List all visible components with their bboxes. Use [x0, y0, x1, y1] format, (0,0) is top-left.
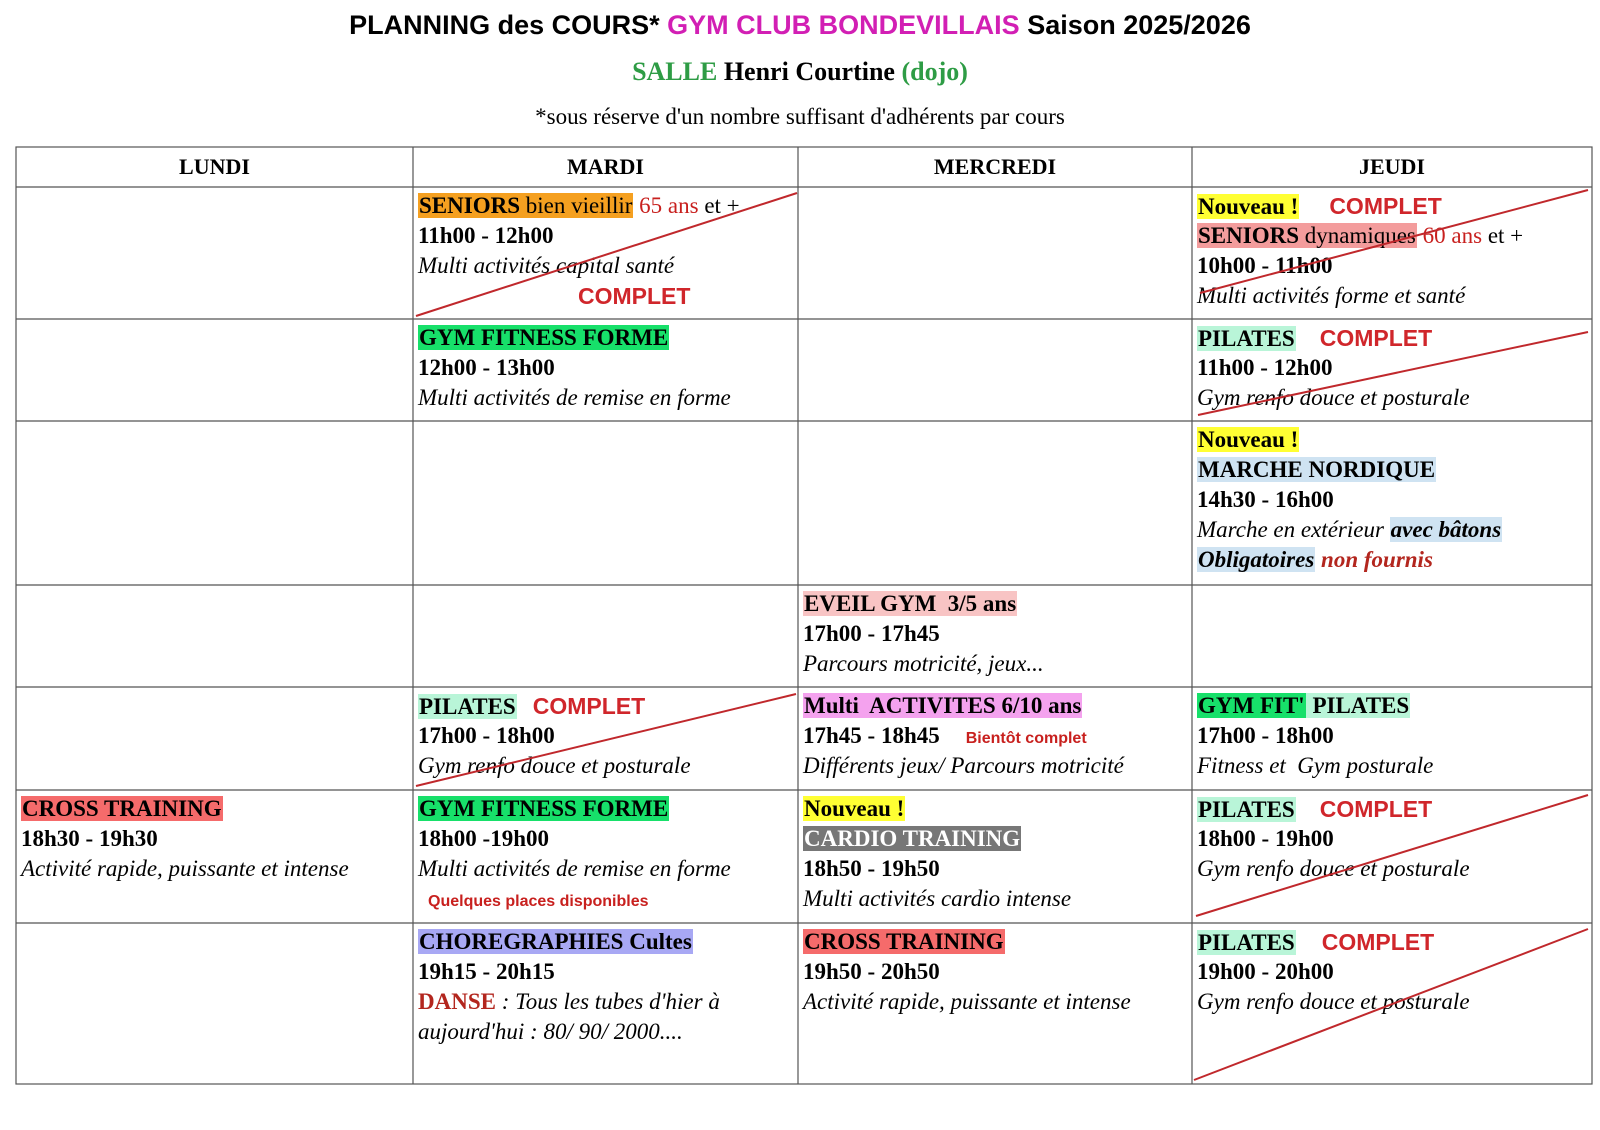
course-desc: Multi activités de remise en forme — [418, 385, 731, 410]
jeudi-pilates-matin — [1192, 319, 1592, 413]
course-time: 17h00 - 18h00 — [1197, 723, 1334, 748]
course-time: 18h50 - 19h50 — [803, 856, 940, 881]
reserve-note: *sous réserve d'un nombre suffisant d'adhérents par cours — [535, 104, 1065, 129]
header-lundi: LUNDI — [179, 154, 250, 179]
course-time: 18h00 - 19h00 — [1197, 826, 1334, 851]
course-time: 18h00 -19h00 — [418, 826, 549, 851]
course-desc: : Tous les tubes d'hier à — [495, 989, 720, 1014]
complet-badge: COMPLET — [1329, 193, 1442, 219]
page-title — [0, 8, 1600, 42]
jeudi-marche-nordique — [1192, 421, 1592, 575]
course-name: Multi ACTIVITES 6/10 ans — [804, 693, 1082, 718]
course-time: 19h15 - 20h15 — [418, 959, 555, 984]
mercredi-multi-activites — [798, 687, 1192, 781]
course-desc: Différents jeux/ Parcours motricité — [803, 753, 1124, 778]
course-time: 11h00 - 12h00 — [1197, 355, 1333, 380]
jeudi-gym-fit-pilates — [1192, 687, 1592, 781]
course-time: 14h30 - 16h00 — [1197, 487, 1334, 512]
course-name: PILATES — [1198, 797, 1295, 822]
complet-badge: COMPLET — [1321, 929, 1435, 955]
header-mardi: MARDI — [567, 154, 644, 179]
course-desc: Activité rapide, puissante et intense — [803, 989, 1131, 1014]
course-age-plus: et + — [1482, 223, 1524, 248]
course-age: 65 ans — [633, 193, 699, 218]
course-desc-2: aujourd'hui : 80/ 90/ 2000.... — [418, 1019, 683, 1044]
salle-name: Henri Courtine — [723, 57, 902, 86]
salle-title — [0, 55, 1600, 89]
title-club: GYM CLUB BONDEVILLAIS — [667, 10, 1020, 40]
header-jeudi: JEUDI — [1358, 154, 1425, 179]
salle-word: SALLE — [632, 57, 724, 86]
course-desc: Activité rapide, puissante et intense — [21, 856, 349, 881]
course-desc: Fitness et Gym posturale — [1197, 753, 1434, 778]
course-desc: Multi activités capital santé — [418, 253, 675, 278]
mercredi-cardio-training — [798, 790, 1192, 914]
course-name: CARDIO TRAINING — [804, 826, 1021, 851]
course-name: GYM FITNESS FORME — [419, 325, 669, 350]
course-desc: Gym renfo douce et posturale — [1197, 989, 1470, 1014]
title-planning: PLANNING des COURS* — [349, 10, 668, 40]
course-time: 12h00 - 13h00 — [418, 355, 555, 380]
course-age: 60 ans — [1416, 223, 1483, 248]
salle-dojo: (dojo) — [901, 57, 968, 86]
course-name: CROSS TRAINING — [22, 796, 222, 821]
nouveau-badge: Nouveau ! — [1198, 194, 1299, 219]
course-age-plus: et + — [698, 193, 740, 218]
course-name: CHOREGRAPHIES Cultes — [419, 929, 692, 954]
complet-badge: COMPLET — [578, 283, 691, 309]
mardi-seniors — [413, 187, 798, 311]
nouveau-badge: Nouveau ! — [1198, 427, 1299, 452]
course-name: PILATES — [1198, 930, 1295, 955]
course-name: PILATES — [419, 694, 516, 719]
course-name: SENIORS dynamiques — [1198, 223, 1416, 248]
course-time: 11h00 - 12h00 — [418, 223, 554, 248]
title-season: Saison 2025/2026 — [1019, 10, 1251, 40]
course-desc: Multi activités de remise en forme — [418, 856, 731, 881]
course-name: EVEIL GYM 3/5 ans — [804, 591, 1017, 616]
course-desc: Multi activités cardio intense — [803, 886, 1072, 911]
course-obligatoires: Obligatoires — [1198, 547, 1315, 572]
course-desc: Gym renfo douce et posturale — [1197, 856, 1470, 881]
jeudi-seniors — [1192, 187, 1592, 311]
complet-badge: COMPLET — [1319, 796, 1433, 822]
mardi-gym-fitness-soir — [413, 790, 798, 914]
course-name: PILATES — [1198, 326, 1295, 351]
course-desc: Parcours motricité, jeux... — [803, 651, 1044, 676]
jeudi-pilates-18h — [1192, 790, 1592, 884]
course-time: 17h00 - 17h45 — [803, 621, 940, 646]
course-name: GYM FITNESS FORME — [419, 796, 669, 821]
lundi-cross-training — [16, 790, 413, 884]
course-time: 10h00 - 11h00 — [1197, 253, 1333, 278]
mercredi-cross-training — [798, 923, 1192, 1017]
course-time: 17h00 - 18h00 — [418, 723, 555, 748]
jeudi-pilates-19h — [1192, 923, 1592, 1017]
course-desc: Gym renfo douce et posturale — [418, 753, 691, 778]
course-batons: avec bâtons — [1390, 517, 1502, 542]
mercredi-eveil-gym — [798, 585, 1192, 679]
mardi-choregraphies — [413, 923, 798, 1047]
course-name: MARCHE NORDIQUE — [1198, 457, 1436, 482]
course-time: 19h00 - 20h00 — [1197, 959, 1334, 984]
course-name: CROSS TRAINING — [804, 929, 1004, 954]
bientot-complet-badge: Bientôt complet — [965, 730, 1087, 747]
places-badge: Quelques places disponibles — [428, 893, 649, 910]
course-desc: Multi activités forme et santé — [1197, 283, 1466, 308]
mardi-pilates — [413, 687, 798, 781]
course-time: 18h30 - 19h30 — [21, 826, 158, 851]
course-name-b: PILATES — [1306, 693, 1410, 718]
course-time: 19h50 - 20h50 — [803, 959, 940, 984]
course-desc: Marche en extérieur — [1197, 517, 1390, 542]
mardi-gym-fitness-midi — [413, 319, 798, 413]
course-name-a: GYM FIT' — [1198, 693, 1305, 718]
course-time: 17h45 - 18h45 — [803, 723, 940, 748]
complet-badge: COMPLET — [532, 693, 646, 719]
course-danse: DANSE — [418, 989, 496, 1014]
complet-badge: COMPLET — [1319, 325, 1433, 351]
course-desc: Gym renfo douce et posturale — [1197, 385, 1470, 410]
course-name: SENIORS bien vieillir — [419, 193, 633, 218]
course-non-fournis: non fournis — [1315, 547, 1433, 572]
nouveau-badge: Nouveau ! — [804, 796, 905, 821]
header-mercredi: MERCREDI — [933, 154, 1057, 179]
